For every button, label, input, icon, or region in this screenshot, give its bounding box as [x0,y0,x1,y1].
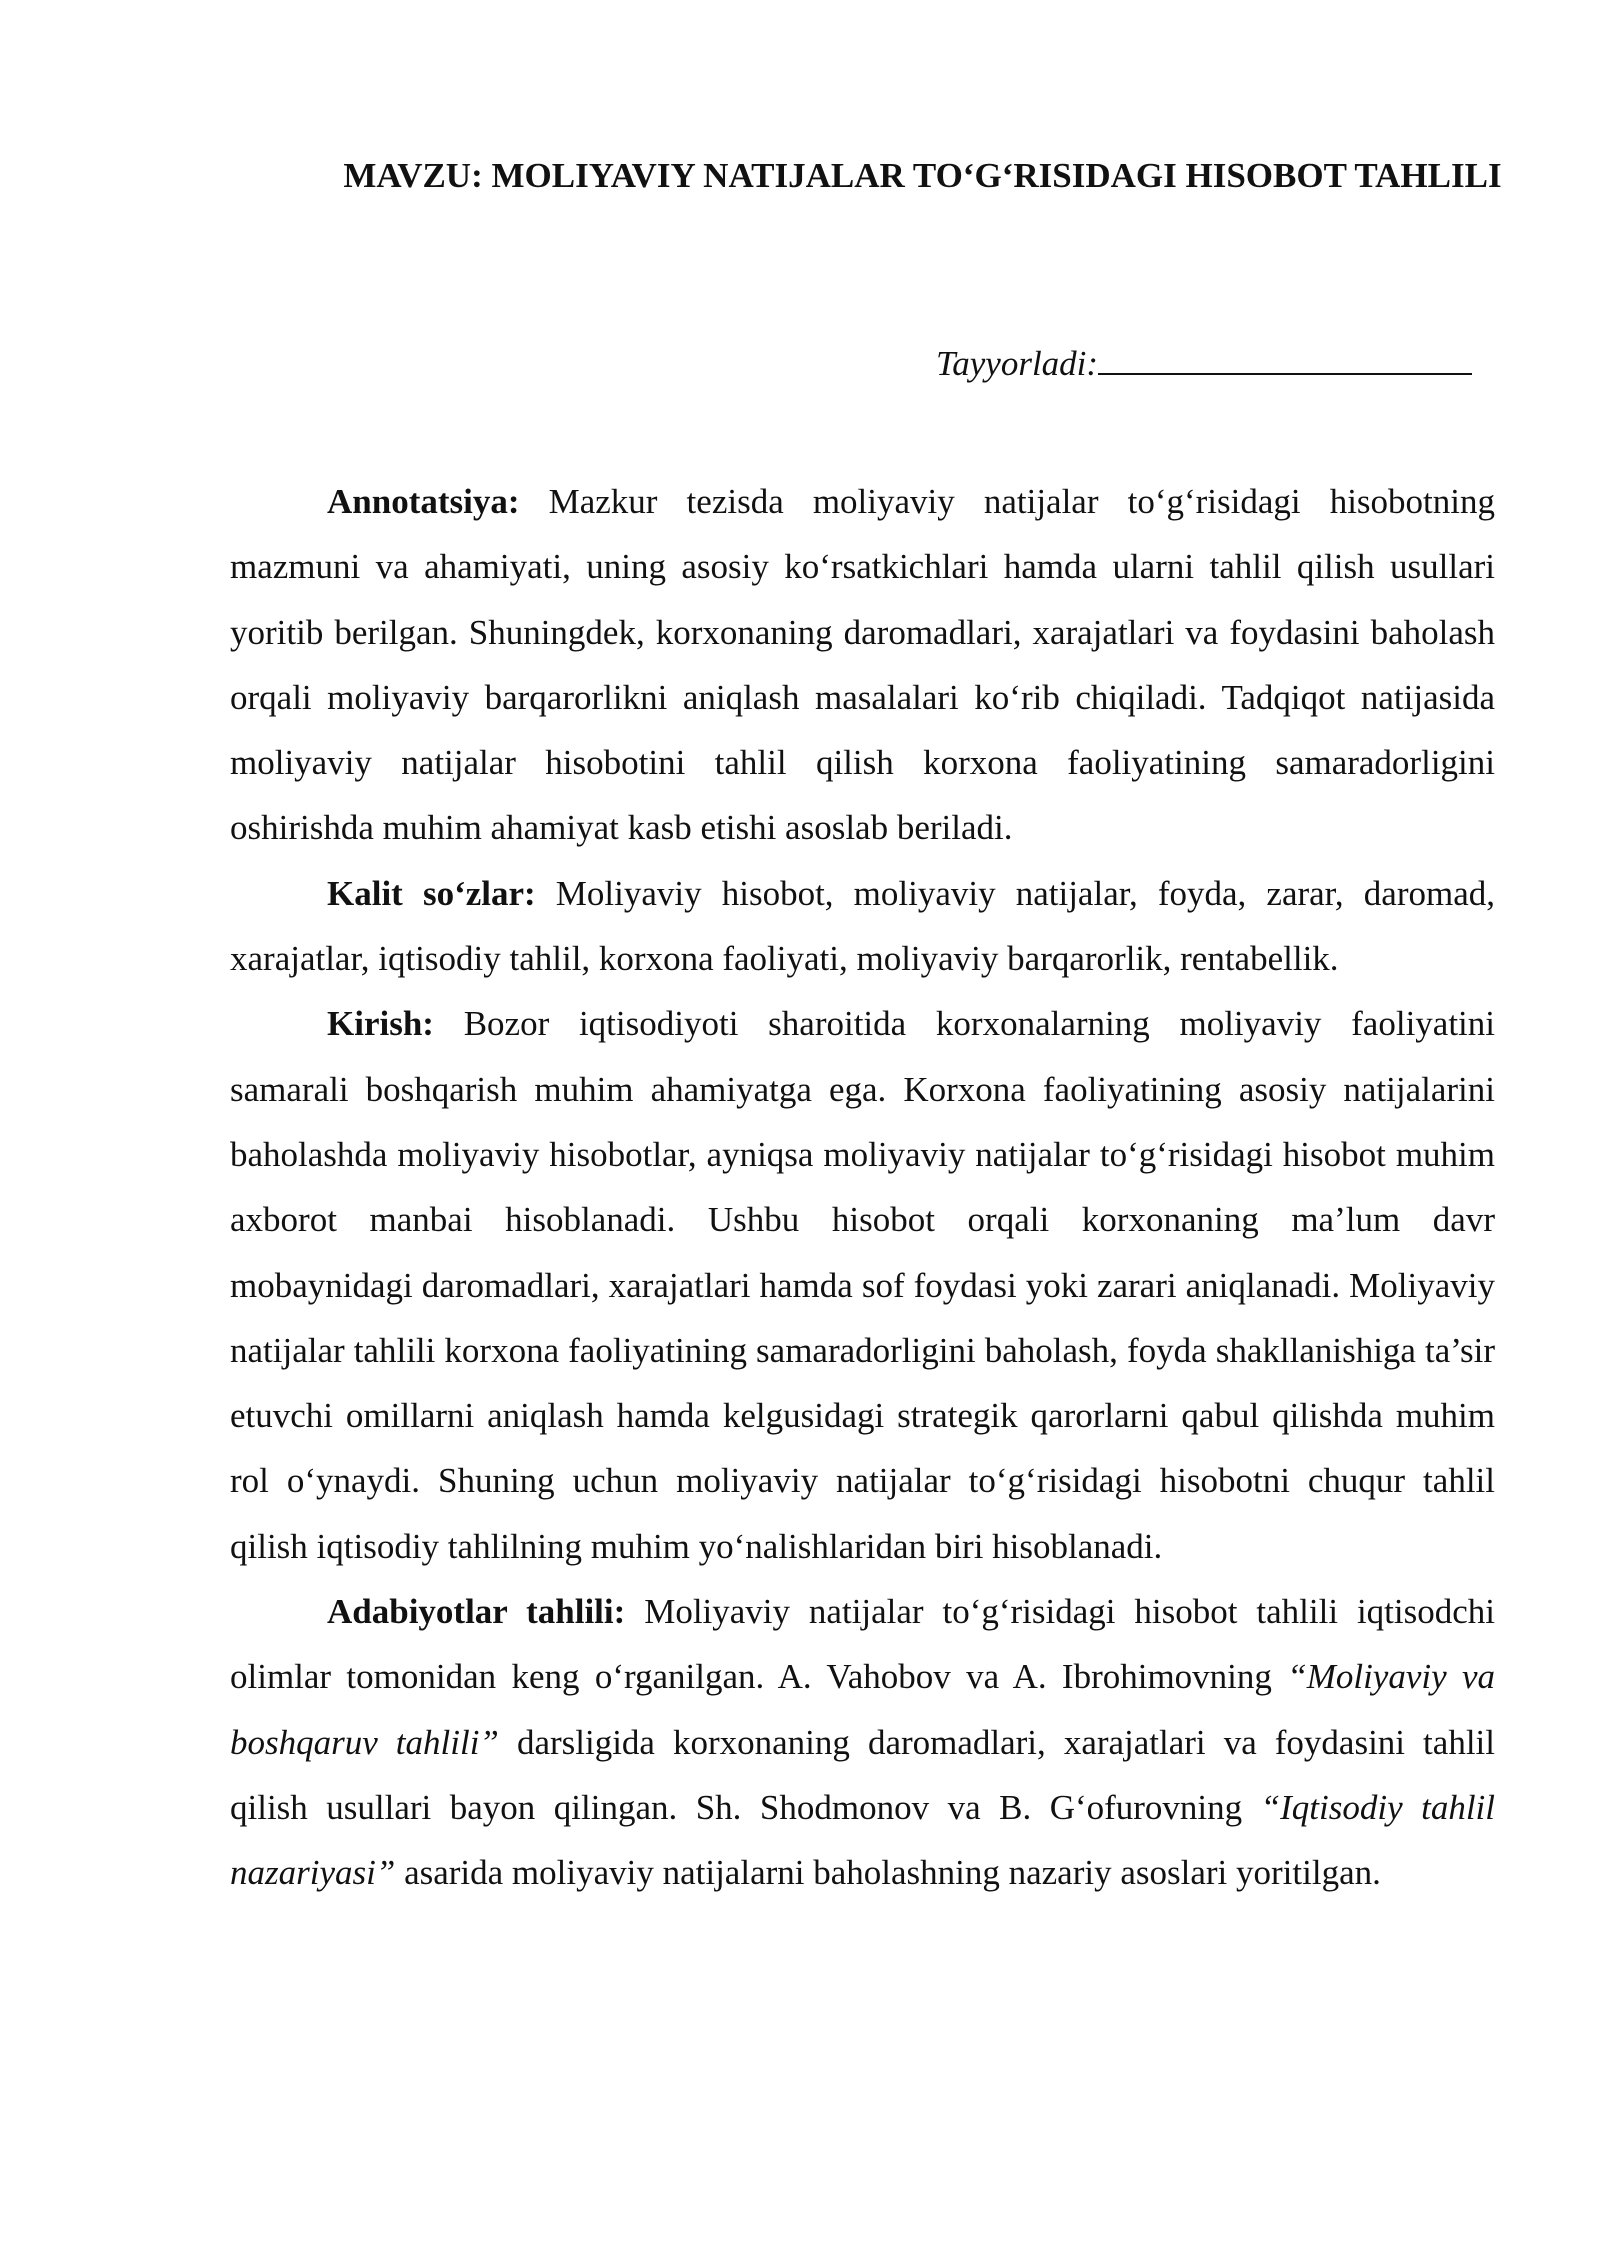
introduction-paragraph [230,991,1495,1579]
prepared-by-line [936,342,1496,386]
keywords-paragraph [230,861,1495,992]
document-body [230,469,1495,1906]
literature-text-2: darsligida korxonaning daromadlari, xarajatlari va foydasini tahlil qilish usullari bayon qilingan. Sh. Shodmonov va B. G‘ofurovning [230,1722,1495,1827]
prepared-by-blank-line [1098,343,1472,375]
literature-heading: Adabiyotlar tahlili: [327,1592,626,1632]
literature-text-1: Moliyaviy natijalar to‘g‘risidagi hisobot tahlili iqtisodchi olimlar tomonidan keng o‘rganilgan. A. Vahobov va A. Ibrohimovning [230,1592,1495,1697]
abstract-paragraph [230,469,1495,861]
abstract-heading: Annotatsiya: [327,482,520,521]
literature-book-title-2: “Iqtisodiy tahlil nazariyasi” [230,1787,1495,1893]
literature-text-3: asarida moliyaviy natijalarni baholashning nazariy asoslari yoritilgan. [395,1853,1381,1893]
prepared-by-label: Tayyorladi: [936,344,1099,383]
abstract-text: Mazkur tezisda moliyaviy natijalar to‘g‘risidagi hisobotning mazmuni va ahamiyati, uning asosiy ko‘rsatkichlari hamda ularni tahlil qilish usullari yoritib berilgan. Shuningdek, korxonaning daromadlari, xarajatlari va foydasini baholash orqali moliyaviy barqarorlikni aniqlash masalalari ko‘rib chiqiladi. Tadqiqot natijasida moliyaviy natijalar hisobotini tahlil qilish korxona faoliyatining samaradorligini oshirishda muhim ahamiyat kasb etishi asoslab beriladi. [230,482,1495,848]
literature-book-title-1: “Moliyaviy va boshqaruv tahlili” [230,1657,1495,1762]
document-title: MAVZU: MOLIYAVIY NATIJALAR TO‘G‘RISIDAGI HISOBOT TAHLILI [343,156,1502,195]
keywords-heading: Kalit so‘zlar: [327,873,536,913]
introduction-text: Bozor iqtisodiyoti sharoitida korxonalarning moliyaviy faoliyatini samarali boshqarish muhim ahamiyatga ega. Korxona faoliyatining asosiy natijalarini baholashda moliyaviy hisobotlar, ayniqsa moliyaviy natijalar to‘g‘risidagi hisobot muhim axborot manbai hisoblanadi. Ushbu hisobot orqali korxonaning ma’lum davr mobaynidagi daromadlari, xarajatlari hamda sof foydasi yoki zarari aniqlanadi. Moliyaviy natijalar tahlili korxona faoliyatining samaradorligini baholash, foyda shakllanishiga ta’sir etuvchi omillarni aniqlash hamda kelgusidagi strategik qarorlarni qabul qilishda muhim rol o‘ynaydi. Shuning uchun moliyaviy natijalar to‘g‘risidagi hisobotni chuqur tahlil qilish iqtisodiy tahlilning muhim yo‘nalishlaridan biri hisoblanadi. [230,1004,1495,1566]
literature-paragraph [230,1579,1495,1905]
introduction-heading: Kirish: [327,1004,434,1044]
keywords-text: Moliyaviy hisobot, moliyaviy natijalar, foyda, zarar, daromad, xarajatlar, iqtisodiy tahlil, korxona faoliyati, moliyaviy barqarorlik, rentabellik. [230,873,1495,979]
